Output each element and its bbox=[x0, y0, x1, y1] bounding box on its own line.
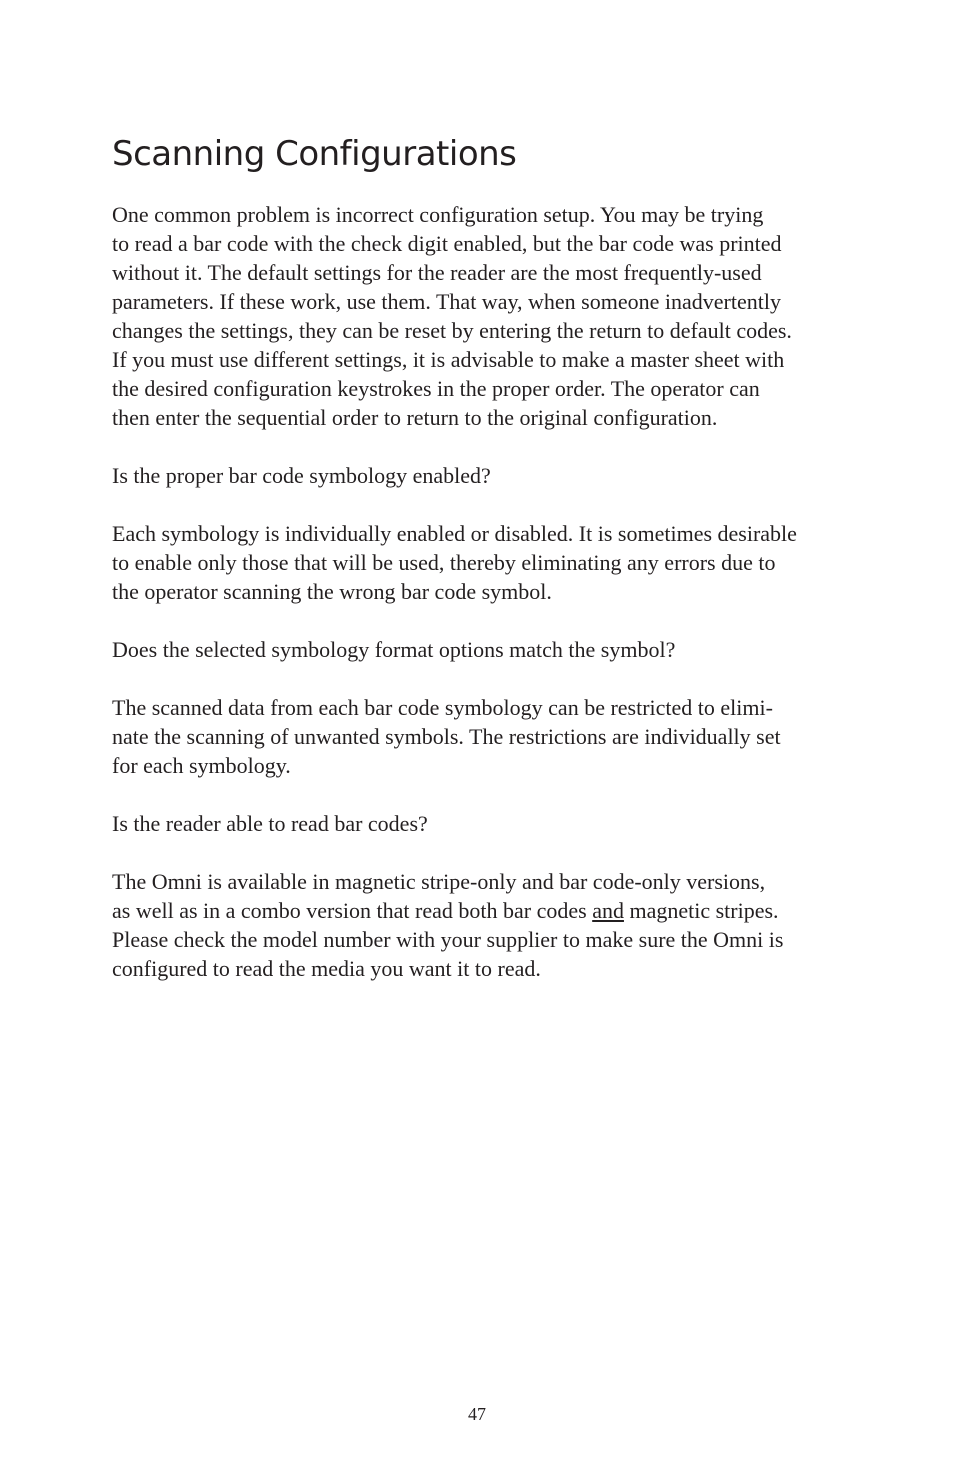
text-line: The Omni is available in magnetic stripe-only and bar code-only versions, bbox=[112, 869, 766, 894]
paragraph bbox=[112, 519, 892, 606]
body-text bbox=[112, 200, 892, 1012]
text-line: Does the selected symbology format options match the symbol? bbox=[112, 637, 676, 662]
text-line: then enter the sequential order to return to the original configuration. bbox=[112, 405, 718, 430]
page-number: 47 bbox=[468, 1404, 486, 1424]
text-line: the operator scanning the wrong bar code symbol. bbox=[112, 579, 552, 604]
paragraph bbox=[112, 635, 892, 664]
text-line: to enable only those that will be used, thereby eliminating any errors due to bbox=[112, 550, 776, 575]
paragraph bbox=[112, 200, 892, 432]
text-line: The scanned data from each bar code symbology can be restricted to elimi- bbox=[112, 695, 773, 720]
text-line: parameters. If these work, use them. That way, when someone inadvertently bbox=[112, 289, 781, 314]
text-line bbox=[112, 896, 892, 925]
paragraph bbox=[112, 693, 892, 780]
text-line: the desired configuration keystrokes in the proper order. The operator can bbox=[112, 376, 760, 401]
text-line: If you must use different settings, it is advisable to make a master sheet with bbox=[112, 347, 785, 372]
text-line: Please check the model number with your supplier to make sure the Omni is bbox=[112, 927, 784, 952]
text-line: configured to read the media you want it to read. bbox=[112, 956, 541, 981]
text-segment: magnetic stripes. bbox=[623, 898, 779, 923]
paragraph bbox=[112, 809, 892, 838]
text-line: for each symbology. bbox=[112, 753, 291, 778]
text-line: changes the settings, they can be reset by entering the return to default codes. bbox=[112, 318, 792, 343]
underlined-word: and bbox=[592, 898, 624, 923]
text-line: One common problem is incorrect configuration setup. You may be trying bbox=[112, 202, 764, 227]
paragraph bbox=[112, 461, 892, 490]
paragraph bbox=[112, 867, 892, 983]
text-line: Is the reader able to read bar codes? bbox=[112, 811, 428, 836]
text-line: nate the scanning of unwanted symbols. The restrictions are individually set bbox=[112, 724, 781, 749]
section-heading: Scanning Configurations bbox=[112, 134, 517, 174]
text-line: Is the proper bar code symbology enabled? bbox=[112, 463, 491, 488]
text-line: Each symbology is individually enabled or disabled. It is sometimes desirable bbox=[112, 521, 797, 546]
text-line: without it. The default settings for the reader are the most frequently-used bbox=[112, 260, 762, 285]
text-line: to read a bar code with the check digit enabled, but the bar code was printed bbox=[112, 231, 782, 256]
text-segment: as well as in a combo version that read both bar codes bbox=[112, 898, 593, 923]
